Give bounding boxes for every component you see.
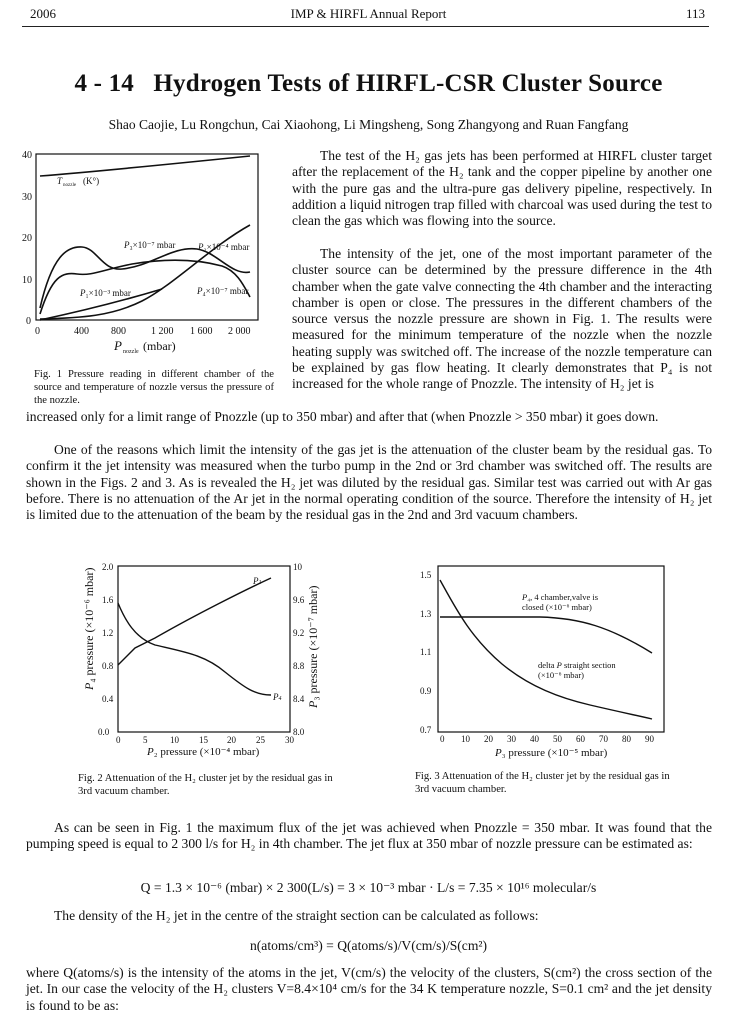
equation-density: n(atoms/cm³) = Q(atoms/s)/V(cm/s)/S(cm²) [249, 938, 488, 953]
paragraph-2a: The intensity of the jet, one of the most important parameter of the cluster source can be determined by the pressure difference in the 4th chamber when the gate valve connecting the 4th chamber and the interacting chamber is open or close. The pressures in the different chambers of the source versus the nozzle pressure are shown in Fig. 1. The results were measured for the minimum temperature of the nozzle when the nozzle heating supply was switched off. The increase of the nozzle temperature can be explained by gas flow heating. It clearly demonstrates that P₄ is not increased for the whole range of Pnozzle. The intensity of H₂ jet is [292, 246, 712, 392]
svg-text:60: 60 [576, 734, 585, 744]
svg-text:8.4: 8.4 [293, 694, 305, 704]
svg-text:9.6: 9.6 [293, 595, 305, 605]
svg-text:9.2: 9.2 [293, 628, 305, 638]
svg-text:1.2: 1.2 [102, 628, 114, 638]
svg-text:P₄, 4 chamber,valve is: P₄, 4 chamber,valve is [522, 592, 599, 602]
svg-text:0: 0 [440, 734, 445, 744]
svg-text:80: 80 [622, 734, 631, 744]
svg-text:25: 25 [256, 735, 265, 745]
svg-text:50: 50 [553, 734, 562, 744]
article-number: 4 - 14 [74, 70, 135, 97]
header-rule [22, 26, 709, 27]
svg-text:0.7: 0.7 [420, 725, 432, 735]
svg-text:0.8: 0.8 [102, 661, 114, 671]
article-title-text: Hydrogen Tests of HIRFL-CSR Cluster Source [153, 70, 663, 97]
svg-text:10: 10 [461, 734, 470, 744]
header-page-number: 113 [685, 6, 705, 21]
paragraph-3: One of the reasons which limit the intensity of the gas jet is the attenuation of the cluster beam by the residual gas. To confirm it the jet intensity was measured when the turbo pump in the 2nd or 3rd chamber was switched off. The results are shown in the Figs. 2 and 3. As is revealed the H₂ jet was diluted by the residual gas. Similar test was carried out with Ar gas before. There is no attenuation of the Ar jet in the normal operating condition of the source. Therefore the intensity of H₂ jet is limited due to the attenuation of the beam by the residual gas in the 2nd and 3rd vacuum chambers. [26, 442, 712, 523]
svg-text:P₄×10⁻⁷ mbar: P₄×10⁻⁷ mbar [197, 286, 249, 296]
figure-2-chart [75, 560, 345, 760]
svg-text:P₃×10⁻⁷ mbar: P₃×10⁻⁷ mbar [124, 240, 176, 250]
svg-text:10: 10 [293, 562, 302, 572]
paragraph-1: The test of the H₂ gas jets has been performed at HIRFL cluster target after the replacement of the H₂ tank and the copper pipeline by another one with the pure gas and the ultra-pure gas delivery pipeline, respectively. In addition a liquid nitrogen trap filled with charcoal was used during the test to clean the gas which was flowing into the source. [292, 148, 712, 229]
equation-flux: Q = 1.3 × 10⁻⁶ (mbar) × 2 300(L/s) = 3 × 10⁻³ mbar · L/s = 7.35 × 10¹⁶ molecular/s [140, 880, 597, 895]
svg-text:800: 800 [111, 326, 126, 337]
svg-text:40: 40 [530, 734, 539, 744]
header-year: 2006 [30, 6, 56, 21]
svg-text:8.8: 8.8 [293, 661, 305, 671]
svg-text:30: 30 [507, 734, 516, 744]
svg-text:20: 20 [22, 233, 32, 244]
svg-text:(mbar): (mbar) [143, 339, 176, 353]
paragraph-6: where Q(atoms/s) is the intensity of the atoms in the jet, V(cm/s) the velocity of the clusters, S(cm²) the cross section of the jet. In our case the velocity of the H₂ clusters V=8.4×10⁴ cm/s for the 34 K temperature nozzle, S=0.1 cm² and the jet density is found to be as: [26, 965, 712, 1013]
figure-2-caption: Fig. 2 Attenuation of the H₂ cluster jet by the residual gas in 3rd vacuum chamber. [78, 773, 333, 797]
figure-3-caption: Fig. 3 Attenuation of the H₂ cluster jet by the residual gas in 3rd vacuum chamber. [415, 771, 670, 795]
svg-text:P₄ pressure (×10⁻⁶ mbar): P₄ pressure (×10⁻⁶ mbar) [82, 567, 96, 690]
svg-text:1.5: 1.5 [420, 570, 432, 580]
svg-text:5: 5 [143, 735, 148, 745]
paragraph-5: The density of the H₂ jet in the centre of the straight section can be calculated as follows: [54, 908, 539, 923]
svg-text:0: 0 [116, 735, 121, 745]
svg-text:0: 0 [35, 326, 40, 337]
svg-text:70: 70 [599, 734, 608, 744]
figure-1 [22, 146, 287, 364]
figure-3 [400, 562, 670, 762]
figure-1-chart [22, 146, 287, 364]
svg-text:(K°): (K°) [83, 176, 100, 186]
svg-text:1 200: 1 200 [151, 326, 174, 337]
svg-text:30: 30 [285, 735, 294, 745]
svg-text:1.1: 1.1 [420, 647, 432, 657]
svg-text:20: 20 [484, 734, 493, 744]
article-title [0, 70, 737, 98]
svg-text:0: 0 [26, 316, 31, 327]
svg-text:90: 90 [645, 734, 654, 744]
svg-text:0.4: 0.4 [102, 694, 114, 704]
svg-text:P₃ pressure (×10⁻⁷ mbar): P₃ pressure (×10⁻⁷ mbar) [306, 585, 320, 708]
svg-text:P₃ pressure (×10⁻⁵ mbar): P₃ pressure (×10⁻⁵ mbar) [495, 747, 608, 759]
svg-text:1 600: 1 600 [190, 326, 213, 337]
svg-text:30: 30 [22, 192, 32, 203]
svg-text:nozzle: nozzle [123, 349, 139, 355]
svg-text:P: P [114, 338, 122, 353]
svg-text:1.6: 1.6 [102, 595, 114, 605]
svg-text:P₂ pressure (×10⁻⁴ mbar): P₂ pressure (×10⁻⁴ mbar) [147, 746, 260, 758]
svg-text:closed (×10⁻⁶ mbar): closed (×10⁻⁶ mbar) [522, 602, 592, 612]
svg-text:P1: P1 [253, 576, 262, 586]
svg-text:(×10⁻⁶ mbar): (×10⁻⁶ mbar) [538, 670, 584, 680]
authors: Shao Caojie, Lu Rongchun, Cai Xiaohong, Li Mingsheng, Song Zhangyong and Ruan Fangfang [108, 117, 629, 132]
paragraph-4: As can be seen in Fig. 1 the maximum flux of the jet was achieved when Pnozzle = 350 mbar. It was found that the pumping speed is equal to 2 300 l/s for H₂ in 4th chamber. The jet flux at 350 mbar of nozzle pressure can be estimated as: [26, 820, 712, 852]
svg-text:40: 40 [22, 150, 32, 161]
svg-text:delta P straight section: delta P straight section [538, 660, 616, 670]
svg-text:T: T [57, 176, 63, 186]
figure-1-caption: Fig. 1 Pressure reading in different chamber of the source and temperature of nozzle versus the pressure of the nozzle. [34, 369, 274, 406]
figure-2 [75, 560, 345, 760]
svg-text:10: 10 [170, 735, 179, 745]
svg-text:15: 15 [199, 735, 208, 745]
header-journal: IMP & HIRFL Annual Report [290, 6, 447, 21]
svg-text:P4: P4 [273, 692, 282, 702]
svg-text:8.0: 8.0 [293, 727, 305, 737]
svg-text:0.9: 0.9 [420, 686, 432, 696]
svg-text:10: 10 [22, 275, 32, 286]
svg-text:2 000: 2 000 [228, 326, 251, 337]
svg-text:nozzle: nozzle [63, 183, 77, 188]
paragraph-2b: increased only for a limit range of Pnozzle (up to 350 mbar) and after that (when Pnozzle > 350 mbar) it goes down. [26, 409, 659, 424]
svg-text:20: 20 [227, 735, 236, 745]
svg-text:2.0: 2.0 [102, 562, 114, 572]
svg-text:P₂×10⁻⁴ mbar: P₂×10⁻⁴ mbar [198, 242, 250, 252]
figure-3-chart [400, 562, 670, 762]
svg-text:0.0: 0.0 [98, 727, 110, 737]
svg-text:400: 400 [74, 326, 89, 337]
svg-text:1.3: 1.3 [420, 609, 432, 619]
svg-text:P₁×10⁻³ mbar: P₁×10⁻³ mbar [80, 288, 131, 298]
